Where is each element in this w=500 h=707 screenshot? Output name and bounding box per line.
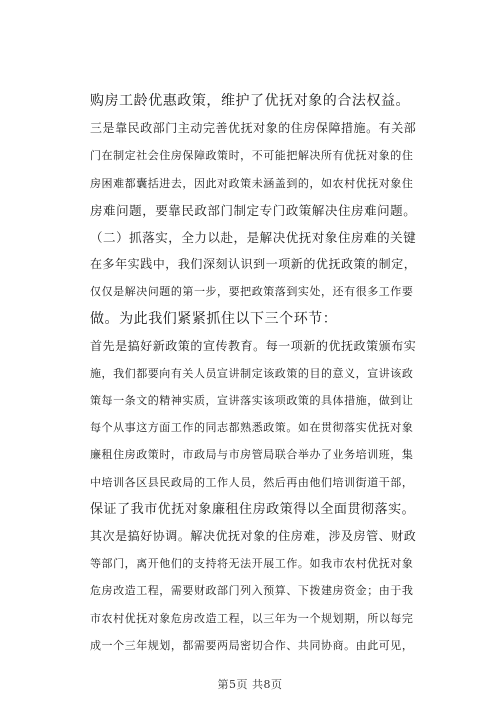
text-line-19: 危房改造工程，需要财政部门列入预算、下拨建房资金；由于我 <box>90 584 414 598</box>
text-line-3: 门在制定社会住房保障政策时，不可能把解决所有优抚对象的住 <box>90 149 414 163</box>
text-line-8: 仅仅是解决问题的第一步，要把政策落到实处，还有很多工作要 <box>90 285 414 299</box>
text-line-2: 三是靠民政部门主动完善优抚对象的住房保障措施。有关部 <box>90 121 417 136</box>
body-text <box>90 88 418 659</box>
text-line-11: 施，我们都要向有关人员宣讲制定该政策的目的意义，宣讲该政 <box>90 366 414 380</box>
text-line-1: 购房工龄优惠政策，维护了优抚对象的合法权益。 <box>90 93 411 109</box>
text-line-15: 中培训各区县民政局的工作人员，然后再由他们培训街道干部， <box>90 475 414 489</box>
text-line-18: 等部门，离开他们的支持将无法开展工作。如我市农村优抚对象 <box>90 557 414 571</box>
text-line-21: 成一个三年规划，都需要两局密切合作、共同协商。由此可见， <box>90 638 414 652</box>
text-line-5: 房难问题，要靠民政部门制定专门政策解决住房难问题。 <box>90 202 417 218</box>
text-line-14: 廉租住房政策时，市政局与市房管局联合举办了业务培训班，集 <box>90 448 414 462</box>
text-line-13: 每个从事这方面工作的同志都熟悉政策。如在贯彻落实优抚对象 <box>90 421 414 435</box>
text-line-20: 市农村优抚对象危房改造工程，以三年为一个规划期，所以每完 <box>90 611 414 625</box>
text-line-17: 其次是搞好协调。解决优抚对象的住房难，涉及房管、财政 <box>90 529 417 543</box>
text-line-7: 在多年实践中，我们深刻认识到一项新的优抚政策的制定， <box>90 257 417 272</box>
text-line-4: 房困难都囊括进去，因此对政策未涵盖到的，如农村优抚对象住 <box>90 176 414 190</box>
text-line-16: 保证了我市优抚对象廉租住房政策得以全面贯彻落实。 <box>90 501 416 517</box>
text-line-9: 做。为此我们紧紧抓住以下三个环节： <box>90 310 338 327</box>
text-line-10: 首先是搞好新政策的宣传教育。每一项新的优抚政策颁布实 <box>90 338 417 353</box>
page-number-footer: 第5页 共8页 <box>217 678 283 691</box>
text-line-12: 策每一条文的精神实质，宣讲落实该项政策的具体措施，做到让 <box>90 394 414 408</box>
section-heading: （二）抓落实，全力以赴，是解决优抚对象住房难的关键 <box>90 229 417 245</box>
